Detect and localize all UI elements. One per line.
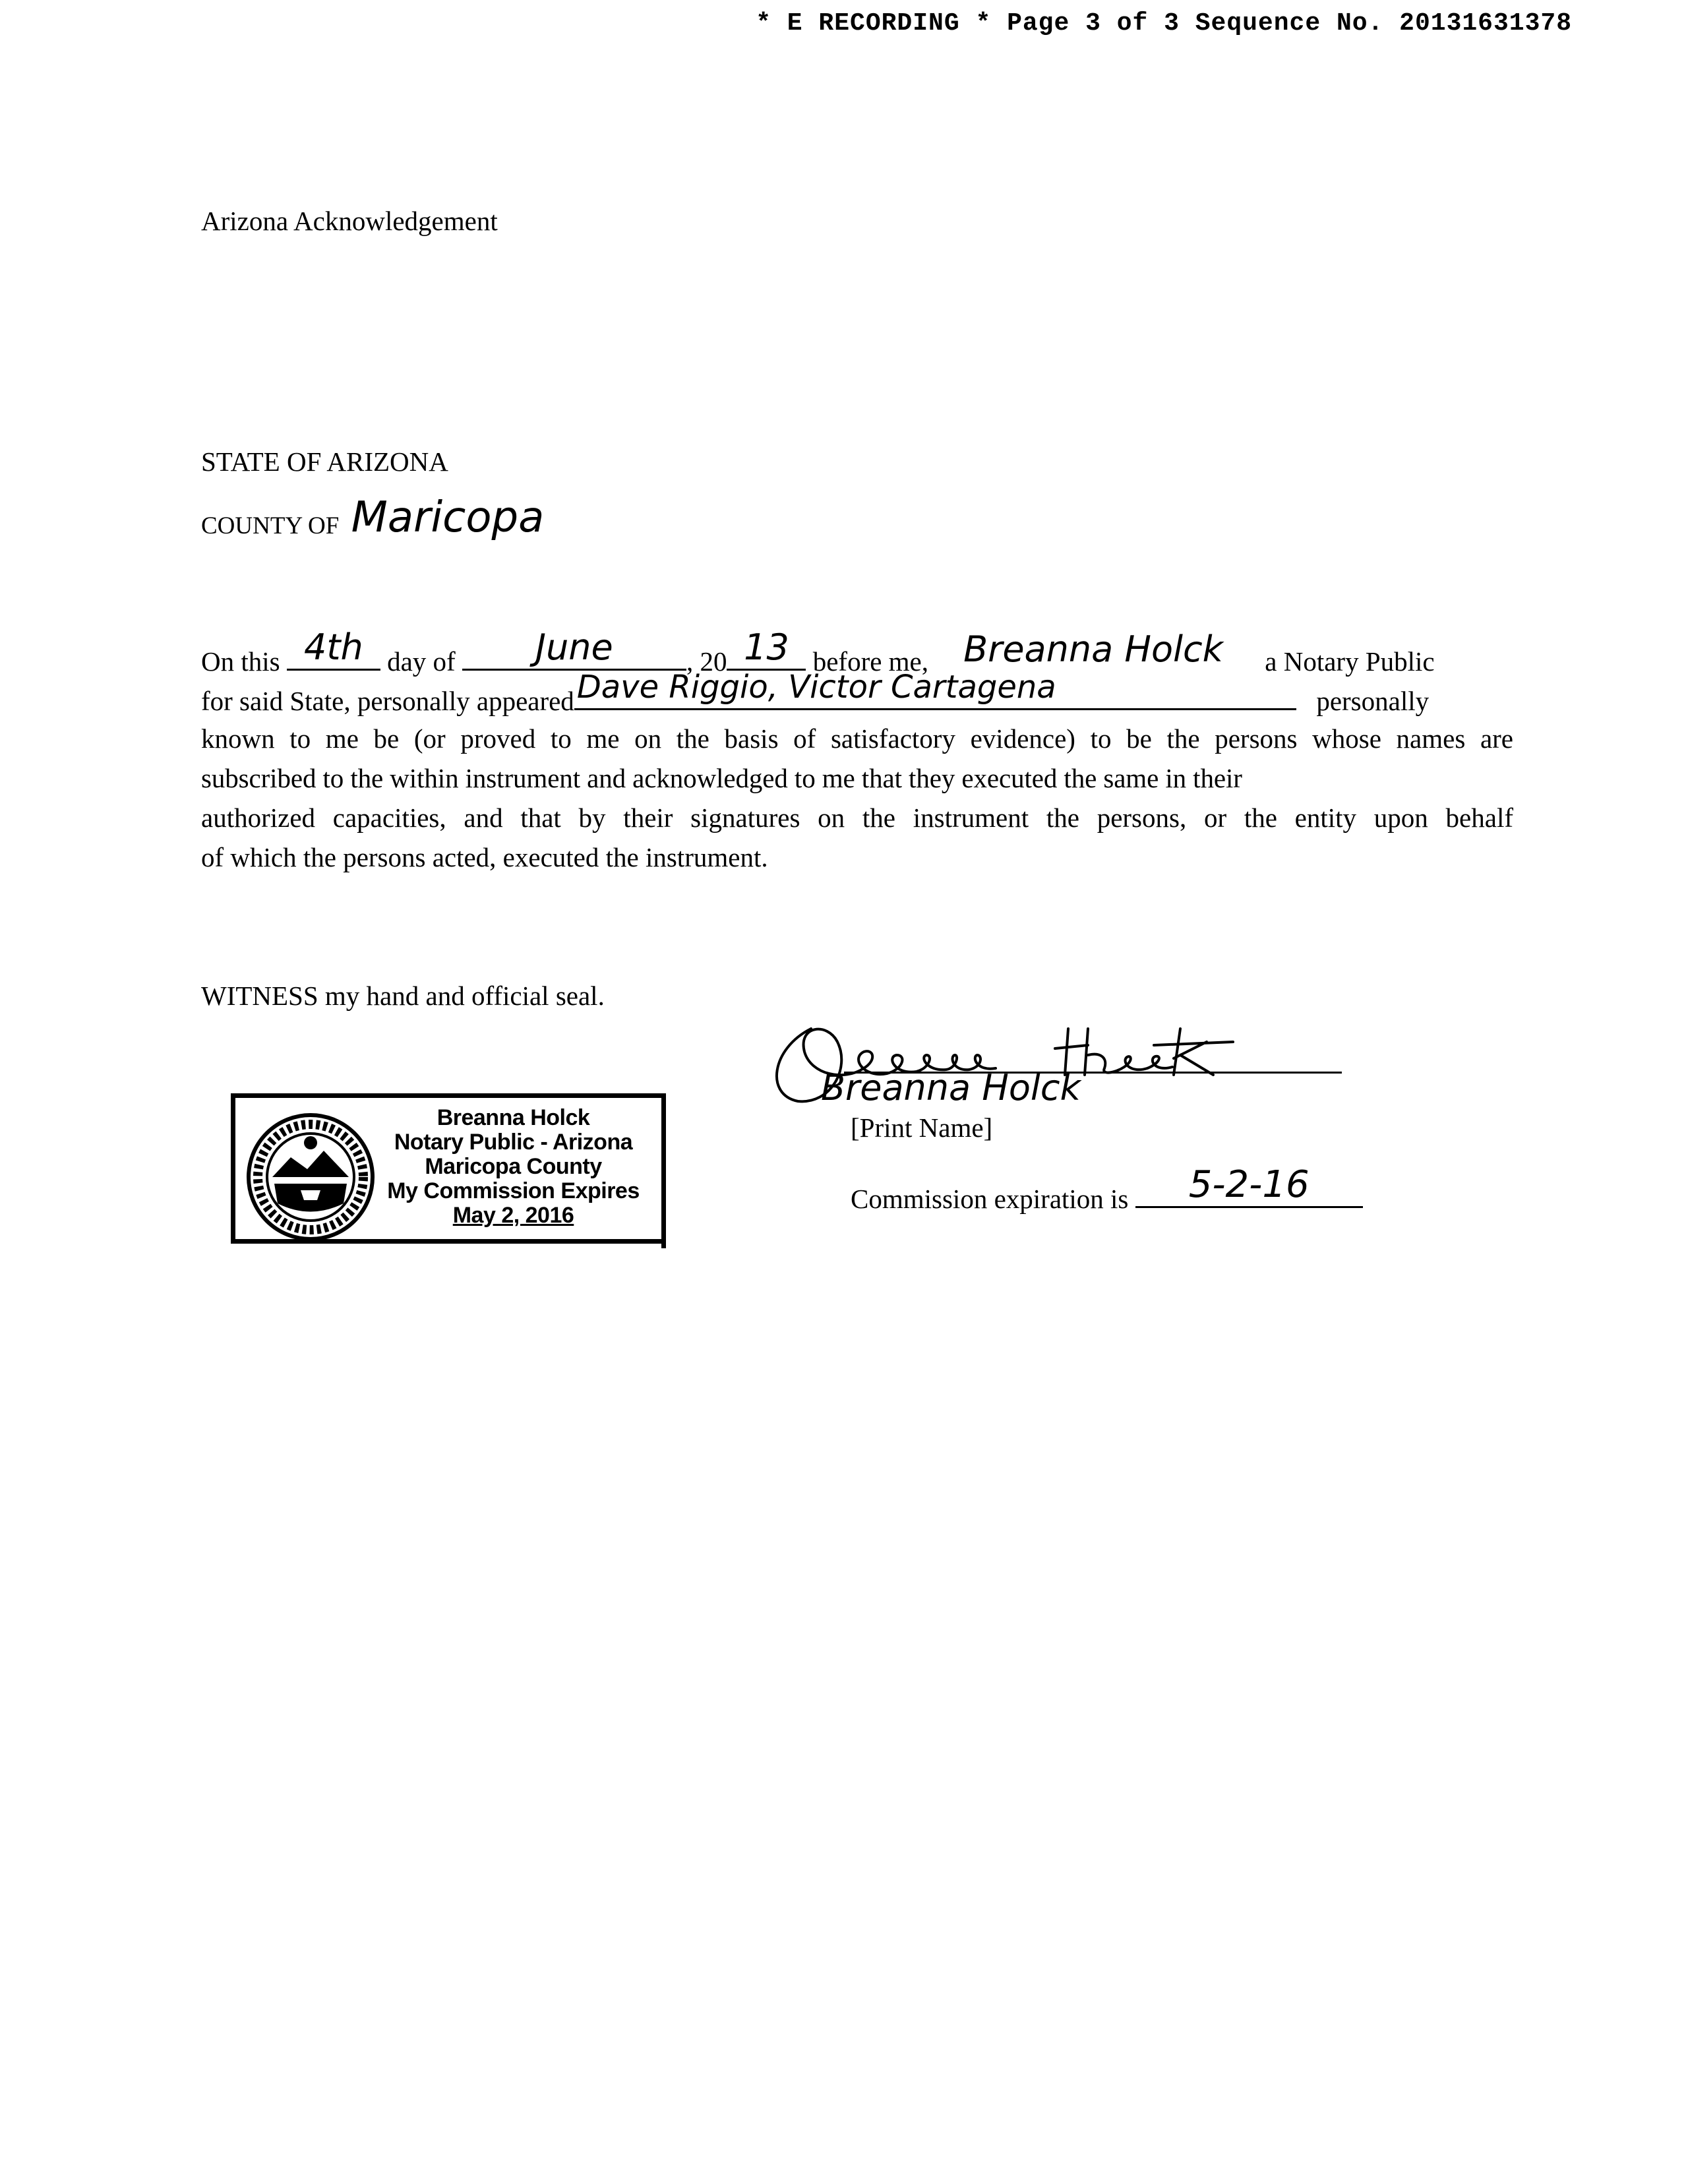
year-handwritten: 13 [744,626,789,668]
paragraph-line-2 [201,669,1513,719]
acknowledgement-paragraph [201,626,1513,877]
county-label: COUNTY OF [201,512,340,539]
state-line: STATE OF ARIZONA [201,446,448,477]
commission-label: Commission expiration is [851,1184,1129,1214]
month-handwritten: June [535,626,613,668]
paragraph-line-3: known to me be (or proved to me on the basis of satisfactory evidence) to be the persons whose names are [201,723,1513,754]
witness-line: WITNESS my hand and official seal. [201,981,605,1011]
notary-name-blank [928,628,1258,671]
stamp-line-name: Breanna Holck [437,1105,590,1130]
stamp-line-title: Notary Public - Arizona [394,1130,633,1155]
appeared-blank [574,669,1296,710]
before-me-text: before me, [812,646,929,677]
paragraph-line-6: of which the persons acted, executed the instrument. [201,842,768,872]
notary-name-handwritten: Breanna Holck [963,628,1223,670]
print-name-label: [Print Name] [851,1112,993,1143]
commission-handwritten: 5-2-16 [1188,1163,1310,1206]
notary-stamp [231,1093,666,1244]
recording-header: * E RECORDING * Page 3 of 3 Sequence No. 20131631378 [756,9,1572,38]
county-line [201,493,584,546]
day-handwritten: 4th [303,626,363,668]
day-of-text: day of [387,646,456,677]
year-prefix-text: , 20 [686,646,727,677]
state-seal-icon [245,1111,377,1243]
notary-public-text: a Notary Public [1265,646,1435,677]
county-handwritten: Maricopa [351,493,545,542]
stamp-text [371,1106,656,1228]
county-blank [346,493,584,542]
stamp-line-expires: My Commission Expires [387,1178,640,1203]
for-said-state-text: for said State, personally appeared [201,686,574,716]
document-title: Arizona Acknowledgement [201,206,498,236]
day-blank [287,626,380,671]
year-blank [727,626,806,671]
on-this-text: On this [201,646,280,677]
paragraph-line-4: subscribed to the within instrument and acknowledged to me that they executed the same in their [201,763,1242,793]
appeared-handwritten: Dave Riggio, Victor Cartagena [576,669,1056,706]
commission-blank [1135,1163,1363,1208]
month-blank [462,626,686,671]
print-name-handwritten: Breanna Holck [821,1067,1081,1108]
commission-line [851,1163,1363,1219]
personally-text: personally [1316,686,1430,716]
paragraph-line-5: authorized capacities, and that by their signatures on the instrument the persons, or the entity upon behalf [201,803,1513,833]
stamp-line-date: May 2, 2016 [452,1203,574,1228]
stamp-line-county: Maricopa County [425,1154,602,1179]
